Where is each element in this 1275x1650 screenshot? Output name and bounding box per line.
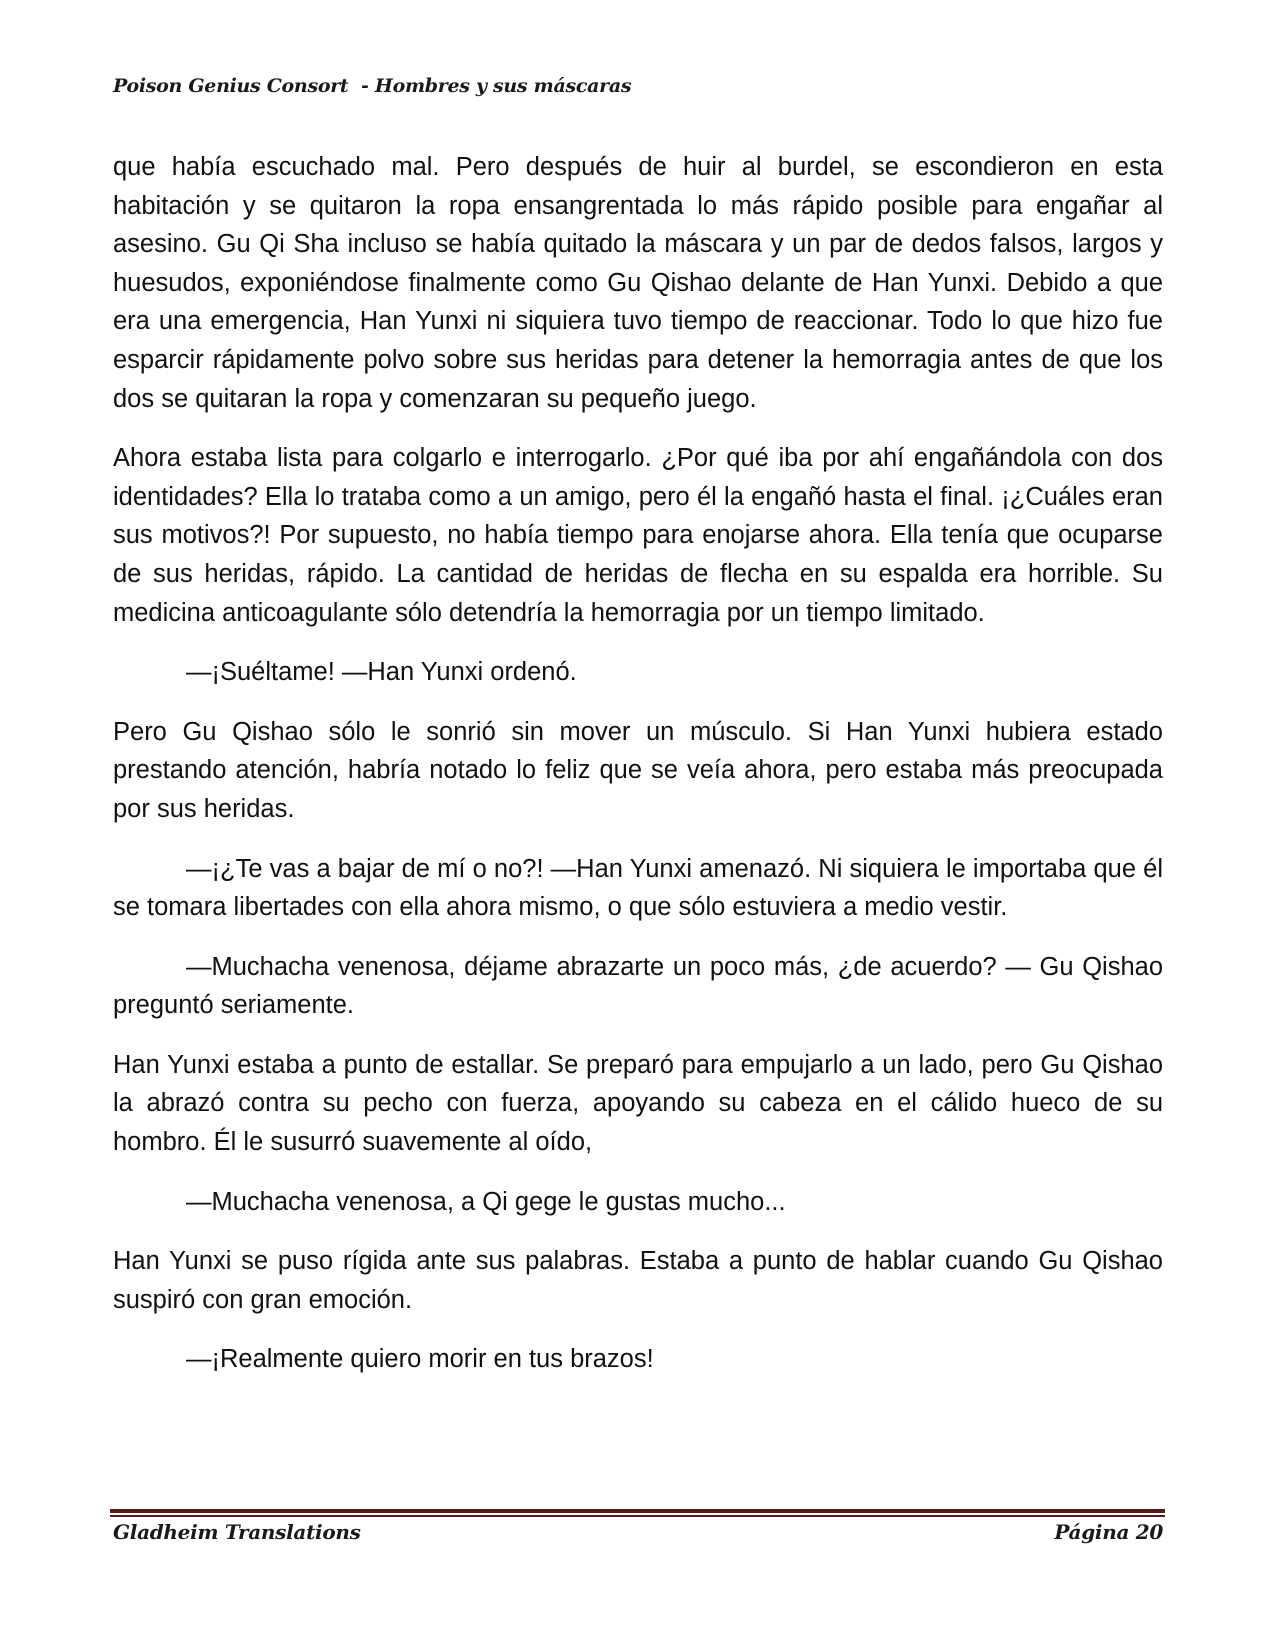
paragraph: Ahora estaba lista para colgarlo e interrogarlo. ¿Por qué iba por ahí engañándola con dos identidades? Ella lo trataba como a un amigo, pero él la engañó hasta el final. ¡¿Cuáles eran sus motivos?! Por supuesto, no había tiempo para enojarse ahora. Ella tenía que ocuparse de sus heridas, rápido. La cantidad de heridas de flecha en su espalda era horrible. Su medicina anticoagulante sólo detendría la hemorragia por un tiempo limitado. xyxy=(113,444,1163,627)
footer-rule-thick xyxy=(110,1509,1165,1513)
paragraph: Pero Gu Qishao sólo le sonrió sin mover un músculo. Si Han Yunxi hubiera estado prestando atención, habría notado lo feliz que se veía ahora, pero estaba más preocupada por sus heridas. xyxy=(113,717,1163,823)
page-number: Página 20 xyxy=(1054,1520,1163,1544)
body-text xyxy=(113,148,1163,1400)
footer-rule-thin xyxy=(110,1515,1165,1517)
running-header: Poison Genius Consort - Hombres y sus máscaras xyxy=(113,75,632,97)
dialogue-paragraph: —Muchacha venenosa, déjame abrazarte un poco más, ¿de acuerdo? — Gu Qishao preguntó seriamente. xyxy=(113,952,1163,1020)
dialogue-paragraph: —¡¿Te vas a bajar de mí o no?! —Han Yunxi amenazó. Ni siquiera le importaba que él se tomara libertades con ella ahora mismo, o que sólo estuviera a medio vestir. xyxy=(113,854,1163,922)
footer-rule xyxy=(110,1509,1165,1518)
paragraph: Han Yunxi estaba a punto de estallar. Se preparó para empujarlo a un lado, pero Gu Qishao la abrazó contra su pecho con fuerza, apoyando su cabeza en el cálido hueco de su hombro. Él le susurró suavemente al oído, xyxy=(113,1050,1163,1157)
dialogue-paragraph: —Muchacha venenosa, a Qi gege le gustas mucho... xyxy=(186,1187,786,1216)
paragraph: que había escuchado mal. Pero después de huir al burdel, se escondieron en esta habitación y se quitaron la ropa ensangrentada lo más rápido posible para engañar al asesino. Gu Qi Sha incluso se había quitado la máscara y un par de dedos falsos, largos y huesudos, exponiéndose finalmente como Gu Qishao delante de Han Yunxi. Debido a que era una emergencia, Han Yunxi ni siquiera tuvo tiempo de reaccionar. Todo lo que hizo fue esparcir rápidamente polvo sobre sus heridas para detener la hemorragia antes de que los dos se quitaran la ropa y comenzaran su pequeño juego. xyxy=(113,153,1163,413)
dialogue-paragraph: —¡Suéltame! —Han Yunxi ordenó. xyxy=(186,658,577,687)
paragraph: Han Yunxi se puso rígida ante sus palabras. Estaba a punto de hablar cuando Gu Qishao suspiró con gran emoción. xyxy=(113,1247,1163,1314)
footer-credit: Gladheim Translations xyxy=(113,1520,361,1544)
dialogue-paragraph: —¡Realmente quiero morir en tus brazos! xyxy=(186,1345,654,1374)
